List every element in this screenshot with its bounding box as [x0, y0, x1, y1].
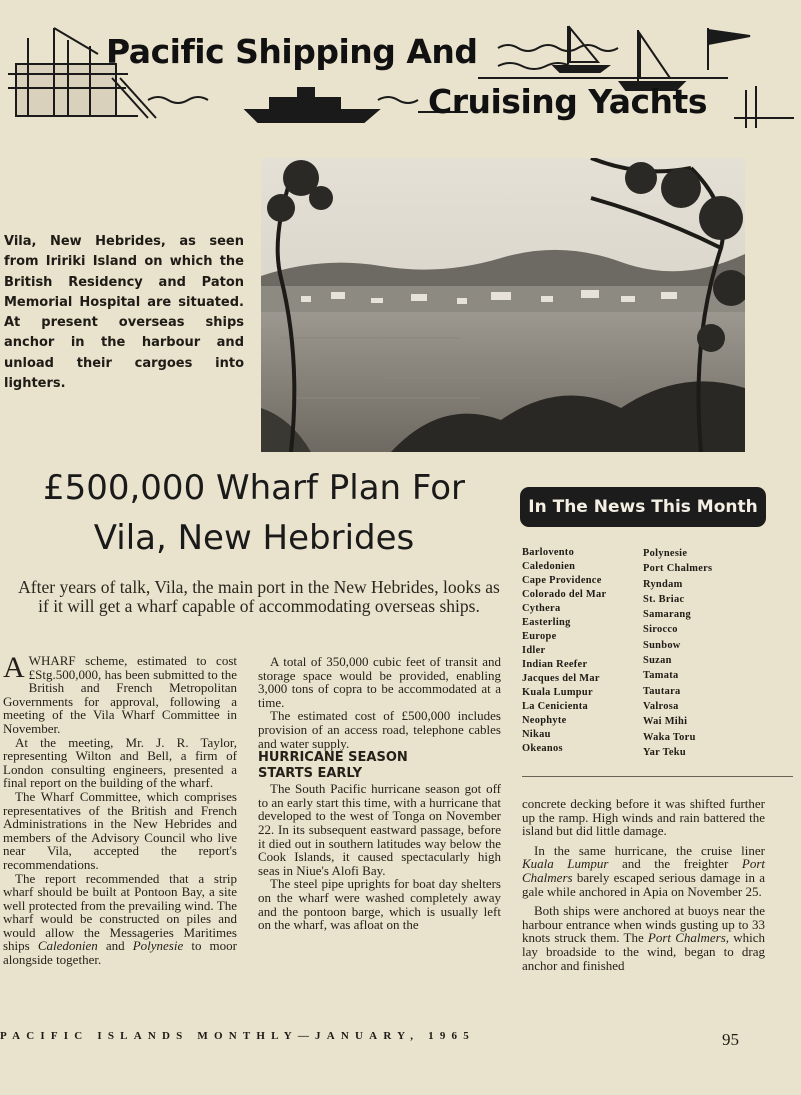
article-column-3	[522, 797, 765, 978]
news-item: Colorado del Mar	[522, 589, 607, 600]
news-heading-box	[520, 487, 766, 527]
news-item: Cythera	[522, 603, 561, 614]
paragraph: The estimated cost of £500,000 includes provision of an access road, telephone cables and water supply.	[258, 708, 501, 751]
news-item: Samarang	[643, 609, 692, 621]
news-item: La Cenicienta	[522, 701, 588, 712]
paragraph: concrete decking before it was shifted further up the ramp. High winds and rain battered the island but did little damage.	[522, 796, 765, 839]
paragraph: The Wharf Committee, which comprises representatives of the British and French Administrations in the New Hebrides and members of the Advisory Council who live near Vila, accepted the report's recommendations.	[3, 788, 237, 872]
harbour-photo-image	[261, 158, 745, 452]
news-item: Nikau	[522, 729, 551, 740]
news-item: Suzan	[643, 655, 672, 667]
news-list-right	[643, 546, 773, 760]
banner-title-line2: Cruising Yachts	[428, 82, 707, 121]
news-item: Sunbow	[643, 639, 681, 651]
article-intro: After years of talk, Vila, the main port in the New Hebrides, looks as if it will get a wharf capable of accommodating overseas ships.	[18, 577, 500, 616]
news-item: Caledonien	[522, 561, 576, 572]
paragraph: At the meeting, Mr. J. R. Taylor, representing Wilton and Bell, a firm of London consulting engineers, presented a final report on the building of the wharf.	[3, 734, 237, 791]
news-item: Barlovento	[522, 547, 575, 558]
headline-line1: £500,000 Wharf Plan For	[42, 468, 466, 508]
news-item: Easterling	[522, 617, 571, 628]
banner	[8, 18, 794, 130]
news-item: Neophyte	[522, 715, 567, 726]
paragraph: AWHARF scheme, estimated to cost £Stg.500,000, has been submitted to the British and French Metropolitan Governments for approval, following a meeting of the Vila Wharf Committee in November.	[3, 651, 237, 736]
news-item: Waka Toru	[643, 731, 696, 743]
page-number: 95	[722, 1030, 739, 1049]
news-item: Polynesie	[643, 548, 688, 559]
harbour-photo	[261, 158, 745, 452]
news-item: Kuala Lumpur	[522, 687, 593, 698]
article-column-1	[3, 651, 237, 968]
news-item: Valrosa	[643, 700, 679, 712]
news-item: Sirocco	[643, 624, 678, 636]
news-list-left	[522, 546, 642, 756]
news-item: Wai Mihi	[643, 716, 688, 728]
paragraph: The report recommended that a strip wharf should be built at Pontoon Bay, a site well protected from the prevailing wind. The wharf would be constructed on piles and would allow the Messageries Maritimes ships Caledonien and Polynesie to moor alongside together.	[3, 870, 237, 968]
paragraph: The steel pipe uprights for boat day shelters on the wharf were washed completely away and the pontoon barge, which is usually left on the wharf, was afloat on the	[258, 876, 501, 933]
subheading: HURRICANE SEASON STARTS EARLY	[258, 750, 408, 782]
paragraph: Both ships were anchored at buoys near the harbour entrance when winds gusting up to 33 knots struck them. The Port Chalmers, which lay broadside to the wind, began to drag anchor and finished	[522, 903, 765, 973]
paragraph: The South Pacific hurricane season got off to an early start this time, with a hurricane that developed to the west of Tonga on November 22. In its subsequent eastward passage, before it died out in southern latitudes way below the Cook Islands, it caused spectacularly high seas in Niue's Alofi Bay.	[258, 781, 501, 878]
news-item: Cape Providence	[522, 575, 602, 586]
paragraph: In the same hurricane, the cruise liner Kuala Lumpur and the freighter Port Chalmers barely escaped serious damage in a gale while anchored in Apia on November 25.	[522, 842, 765, 899]
divider-rule	[522, 776, 793, 777]
news-item: Okeanos	[522, 743, 563, 754]
banner-title-line1: Pacific Shipping And	[106, 32, 478, 71]
news-item: Port Chalmers	[643, 563, 713, 575]
news-item: Tautara	[643, 685, 681, 697]
headline-line2: Vila, New Hebrides	[93, 518, 415, 558]
news-item: Europe	[522, 631, 557, 642]
news-item: Tamata	[643, 670, 679, 682]
news-item: Yar Teku	[643, 746, 686, 758]
article-column-2	[258, 655, 501, 932]
photo-caption: Vila, New Hebrides, as seen from Iririki Island on which the British Residency and Paton Memorial Hospital are situated. At present overseas ships anchor in the harbour and unload their cargoes into lighters.	[4, 234, 244, 392]
running-footer: PACIFIC ISLANDS MONTHLY—JANUARY, 1965	[0, 1030, 475, 1042]
drop-cap: A	[3, 651, 25, 684]
news-item: Jacques del Mar	[522, 673, 600, 684]
paragraph: A total of 350,000 cubic feet of transit and storage space would be provided, enabling 3,000 tons of copra to be accommodated at a time.	[258, 654, 501, 710]
news-item: Ryndam	[643, 578, 683, 590]
news-heading: In The News This Month	[528, 497, 758, 517]
news-item: Idler	[522, 645, 546, 656]
news-item: St. Briac	[643, 593, 685, 605]
news-item: Indian Reefer	[522, 659, 588, 670]
